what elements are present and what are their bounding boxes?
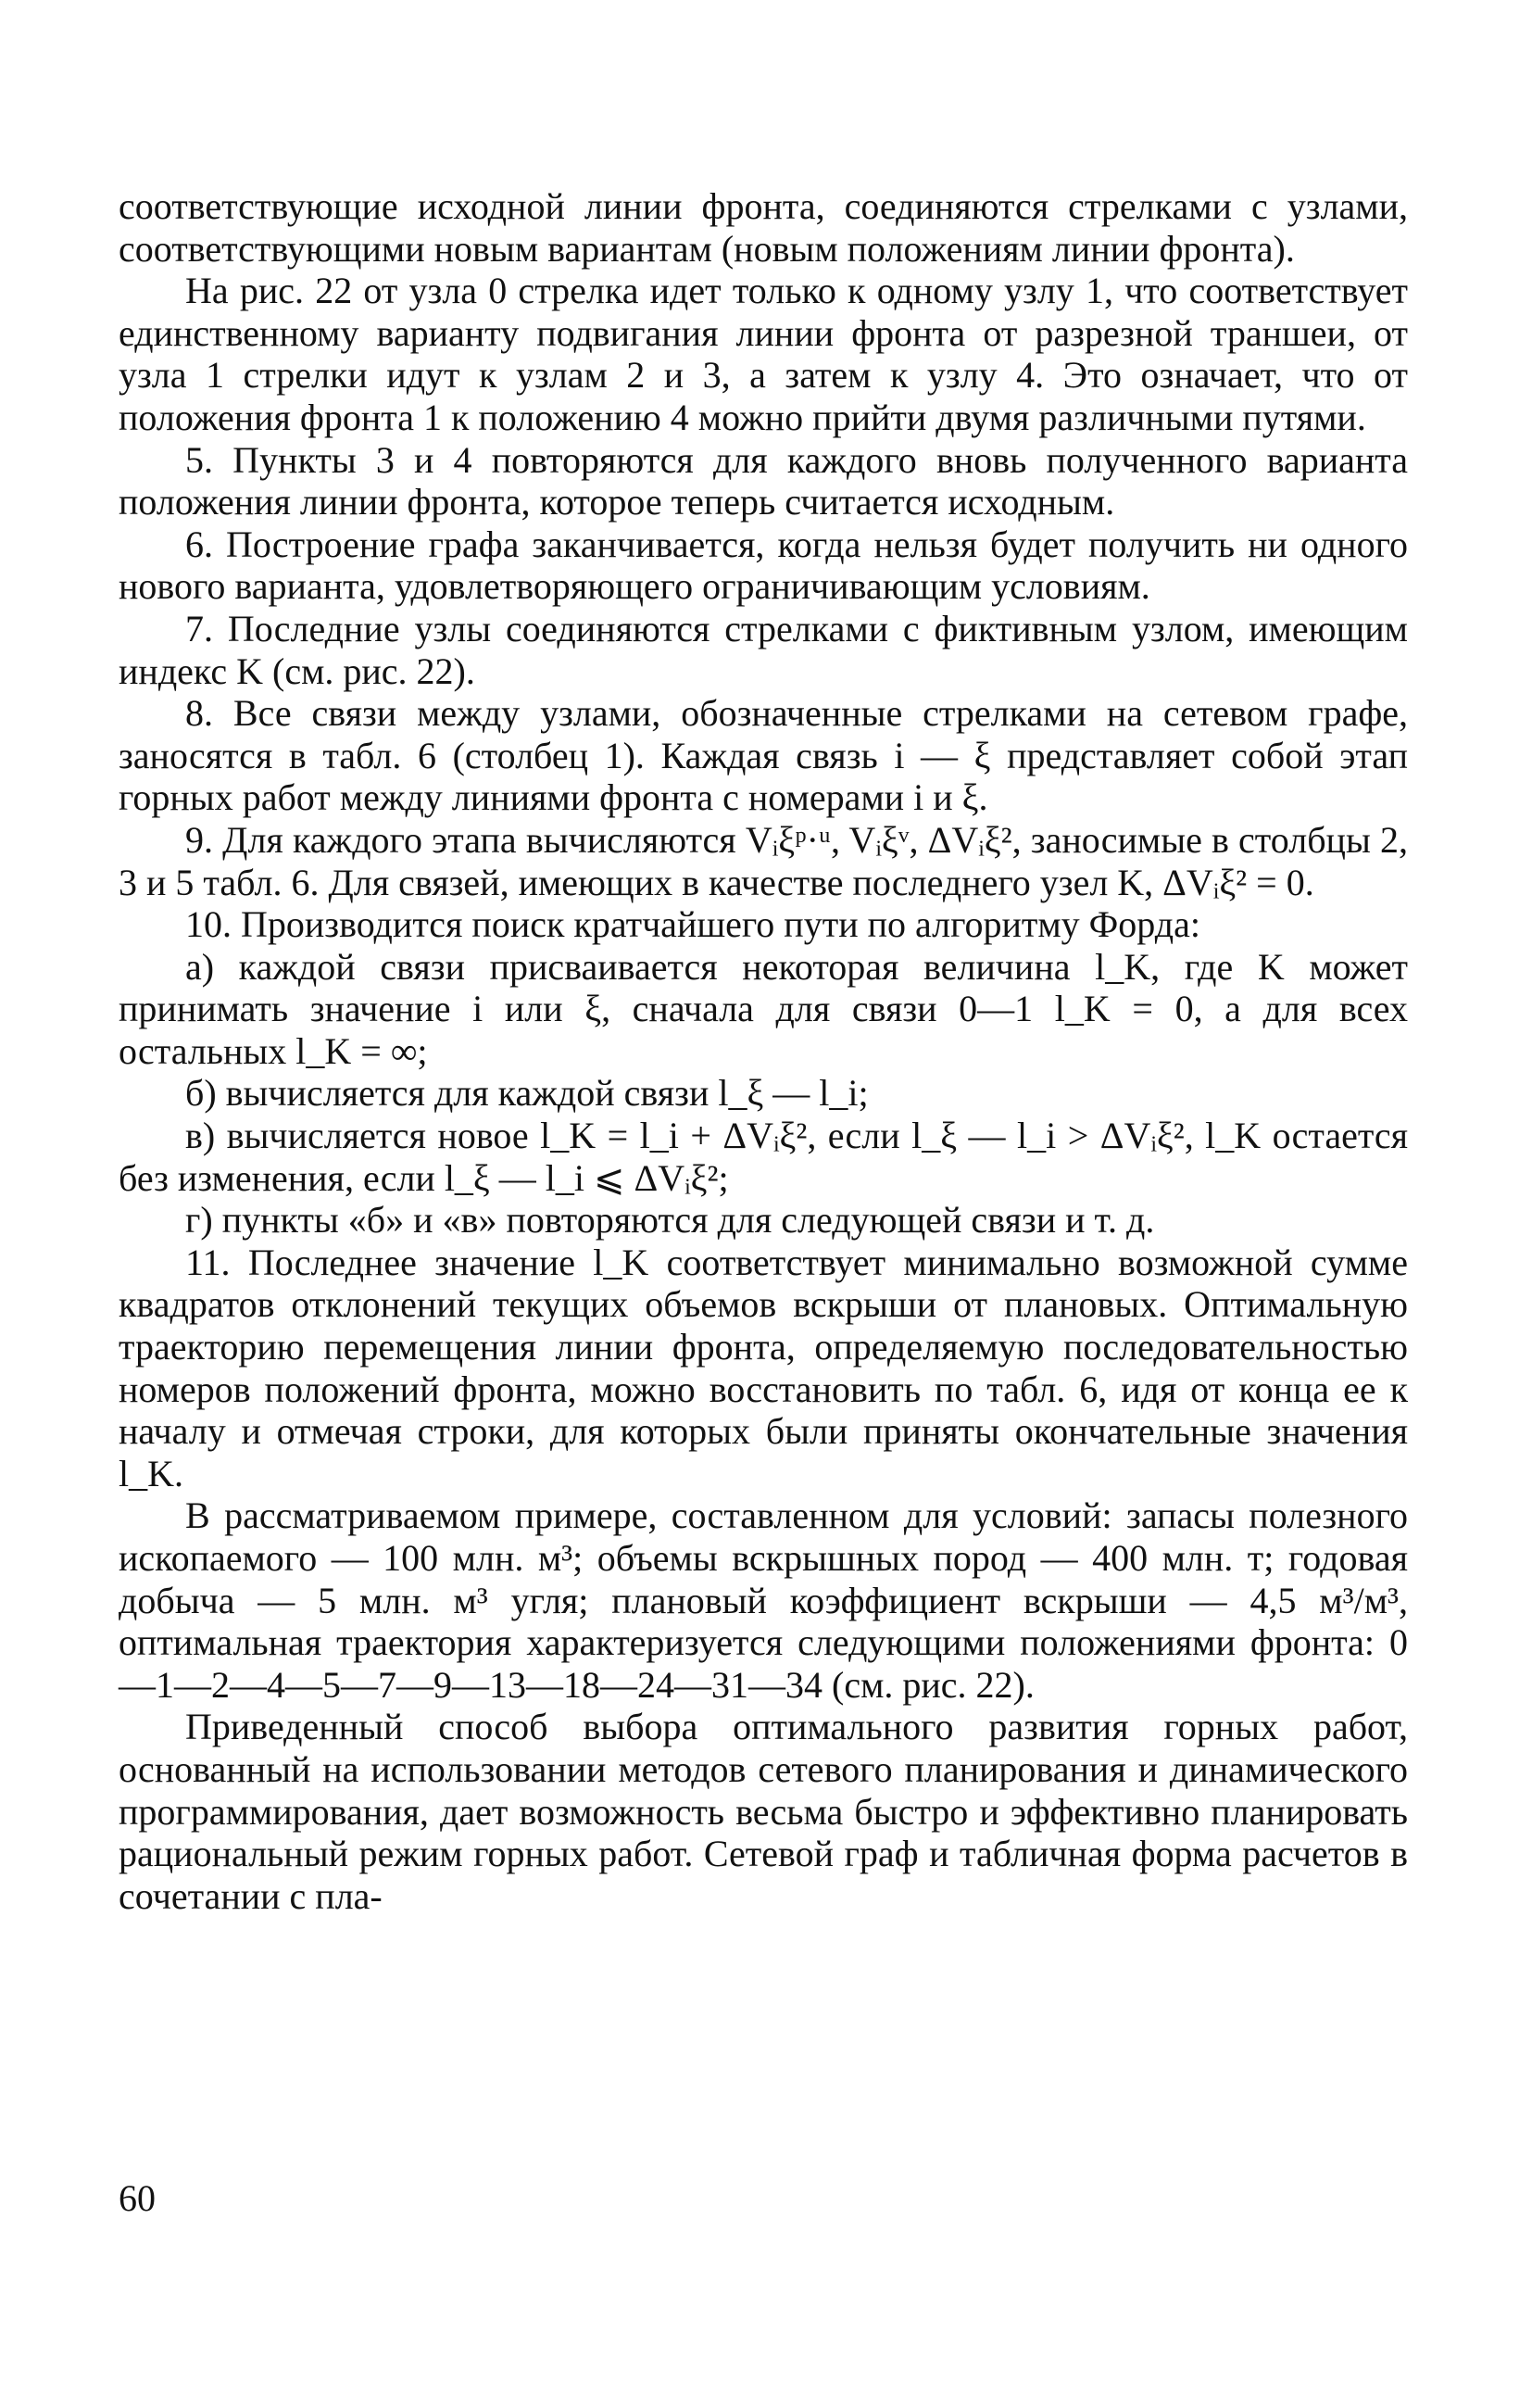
paragraph: г) пункты «б» и «в» повторяются для следующей связи и т. д. [185, 1199, 1155, 1242]
paragraph: На рис. 22 от узла 0 стрелка идет только к одному узлу 1, что соответствует единственному варианту подвигания линии фронта от разрезной траншеи, от узла 1 стрелки идут к узлам 2 и 3, а затем к узлу 4. Это означает, что от положения фронта 1 к положению 4 можно прийти двумя различными путями. [119, 270, 1408, 438]
paragraph: б) вычисляется для каждой связи l_ξ — l_i; [185, 1072, 869, 1115]
paragraph: а) каждой связи присваивается некоторая величина l_K, где K может принимать значение i или ξ, сначала для связи 0—1 l_K = 0, а для всех остальных l_K = ∞; [119, 945, 1408, 1072]
paragraph: в) вычисляется новое l_K = l_i + ΔVᵢξ², если l_ξ — l_i > ΔVᵢξ², l_K остается без изменения, если l_ξ — l_i ⩽ ΔVᵢξ²; [119, 1115, 1408, 1199]
paragraph: 5. Пункты 3 и 4 повторяются для каждого вновь полученного варианта положения линии фронта, которое теперь считается исходным. [119, 438, 1408, 523]
paragraph: 6. Построение графа заканчивается, когда нельзя будет получить ни одного нового варианта, удовлетворяющего ограничивающим условиям. [119, 523, 1408, 608]
body-text [119, 185, 1408, 1917]
paragraph: 11. Последнее значение l_K соответствует минимально возможной сумме квадратов отклонений текущих объемов вскрыши от плановых. Оптимальную траекторию перемещения линии фронта, определяемую последовательностью номеров положений фронта, можно восстановить по табл. 6, идя от конца ее к началу и отмечая строки, для которых были приняты окончательные значения l_K. [119, 1241, 1408, 1494]
paragraph: 9. Для каждого этапа вычисляются Vᵢξᵖ·ᵘ, Vᵢξᵛ, ΔVᵢξ², заносимые в столбцы 2, 3 и 5 табл. 6. Для связей, имеющих в качестве последнего узел K, ΔVᵢξ² = 0. [119, 818, 1408, 903]
paragraph: соответствующие исходной линии фронта, соединяются стрелками с узлами, соответствующими новым вариантам (новым положениям линии фронта). [119, 185, 1408, 270]
paragraph: 10. Производится поиск кратчайшего пути по алгоритму Форда: [185, 903, 1200, 946]
paragraph: 7. Последние узлы соединяются стрелками с фиктивным узлом, имеющим индекс K (см. рис. 22). [119, 607, 1408, 692]
page-number: 60 [119, 2177, 156, 2219]
paragraph: В рассматриваемом примере, составленном для условий: запасы полезного ископаемого — 100 млн. м³; объемы вскрышных пород — 400 млн. т; годовая добыча — 5 млн. м³ угля; плановый коэффициент вскрыши — 4,5 м³/м³, оптимальная траектория характеризуется следующими положениями фронта: 0—1—2—4—5—7—9—13—18—24—31—34 (см. рис. 22). [119, 1494, 1408, 1706]
paragraph: Приведенный способ выбора оптимального развития горных работ, основанный на использовании методов сетевого планирования и динамического программирования, дает возможность весьма быстро и эффективно планировать рациональный режим горных работ. Сетевой граф и табличная форма расчетов в сочетании с пла- [119, 1706, 1408, 1917]
paragraph: 8. Все связи между узлами, обозначенные стрелками на сетевом графе, заносятся в табл. 6 (столбец 1). Каждая связь i — ξ представляет собой этап горных работ между линиями фронта с номерами i и ξ. [119, 692, 1408, 819]
